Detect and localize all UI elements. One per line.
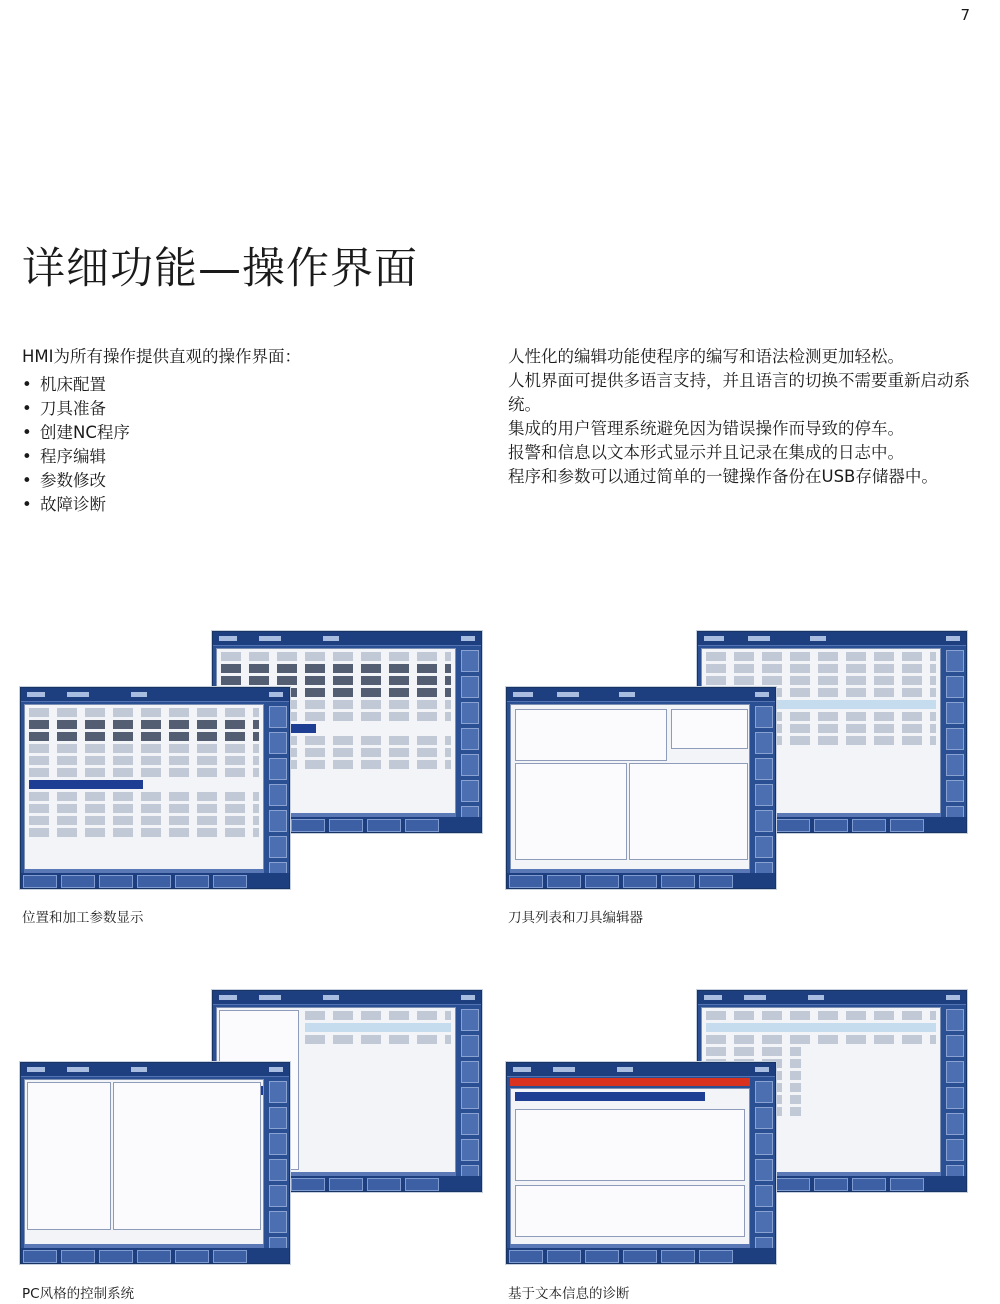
figure-caption: 刀具列表和刀具编辑器 xyxy=(508,910,643,926)
list-item: • 参数修改 xyxy=(22,469,462,493)
description-paragraph: 人性化的编辑功能使程序的编写和语法检测更加轻松。 xyxy=(508,347,904,366)
figure-caption: 基于文本信息的诊断 xyxy=(508,1286,630,1302)
description-paragraph: 集成的用户管理系统避免因为错误操作而导致的停车。 xyxy=(508,419,904,438)
page-title: 详细功能—操作界面 xyxy=(22,244,418,294)
description-paragraph: 人机界面可提供多语言支持，并且语言的切换不需要重新启动系统。 xyxy=(508,371,970,414)
list-item: • 程序编辑 xyxy=(22,445,462,469)
intro-section xyxy=(22,345,462,517)
feature-list xyxy=(22,373,462,517)
figure-caption: PC风格的控制系统 xyxy=(22,1286,135,1302)
description-section xyxy=(508,345,970,489)
list-item: • 故障诊断 xyxy=(22,493,462,517)
list-item: • 刀具准备 xyxy=(22,397,462,421)
list-item: • 机床配置 xyxy=(22,373,462,397)
list-item: • 创建NC程序 xyxy=(22,421,462,445)
page-number: 7 xyxy=(960,6,970,24)
tool-editor-screen xyxy=(506,687,776,889)
pc-screen-front xyxy=(20,1062,290,1264)
description-paragraph: 报警和信息以文本形式显示并且记录在集成的日志中。 xyxy=(508,443,904,462)
description-paragraph: 程序和参数可以通过简单的一键操作备份在USB存储器中。 xyxy=(508,467,938,486)
position-screen-front xyxy=(20,687,290,889)
figure-caption: 位置和加工参数显示 xyxy=(22,910,144,926)
intro-lead: HMI为所有操作提供直观的操作界面： xyxy=(22,347,302,366)
diagnosis-screen-front xyxy=(506,1062,776,1264)
